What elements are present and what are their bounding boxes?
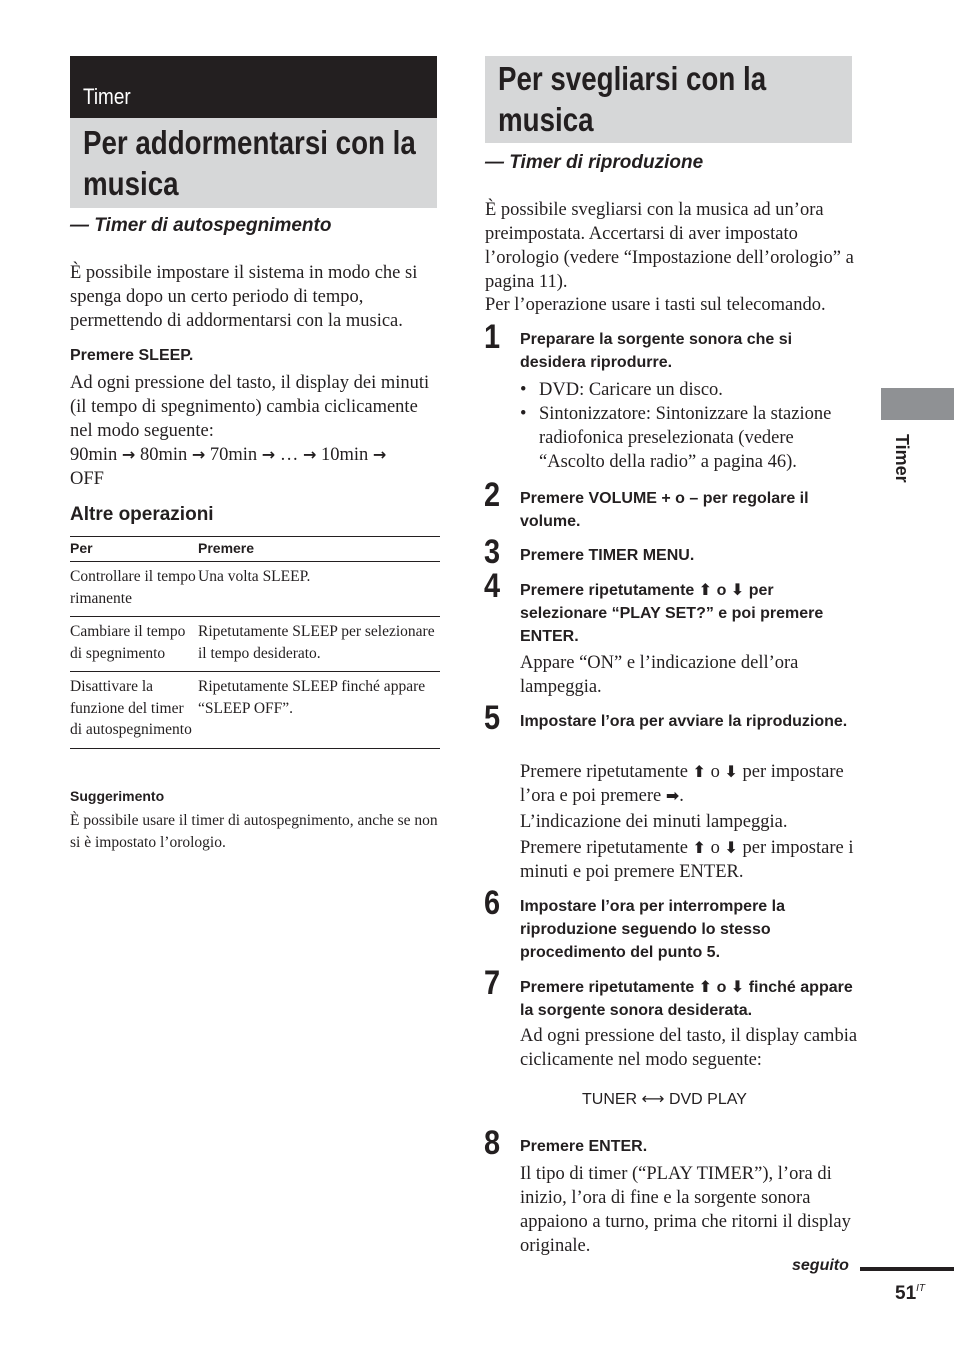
step-body — [520, 378, 860, 474]
arrow-right-icon: → — [302, 445, 317, 464]
arrow-down-icon: ⬇ — [730, 580, 745, 599]
arrow-left-right-icon: ⟷ — [641, 1089, 665, 1108]
step-number: 3 — [484, 533, 501, 571]
side-tab-bar — [881, 388, 954, 420]
table-cell: Ripetutamente SLEEP finché appare “SLEEP OFF”. — [198, 672, 440, 749]
right-intro: È possibile svegliarsi con la musica ad un’ora preimpostata. Accertarsi di aver impostato l’orologio (vedere “Impostazione dell’orologio” a pagina 11). — [485, 200, 854, 292]
step-number: 2 — [484, 476, 501, 514]
arrow-right-icon: → — [121, 445, 136, 464]
step-number: 6 — [484, 884, 501, 922]
step-body: Premere ripetutamente ⬆ o ⬇ per impostare l’ora e poi premere ➡. L’indicazione dei minuti lampeggia. Premere ripetutamente ⬆ o ⬇ per impostare i minuti e poi premere ENTER. — [520, 762, 854, 882]
table-cell: Disattivare la funzione del timer di autospegnimento — [70, 672, 198, 749]
arrow-right-icon: → — [372, 445, 387, 464]
step-title: Premere TIMER MENU. — [520, 547, 695, 564]
arrow-up-icon: ⬆ — [698, 580, 713, 599]
table-row — [70, 672, 440, 749]
sleep-sequence: 90min → 80min → 70min → … → 10min → OFF — [70, 445, 387, 489]
arrow-right-icon: ➡ — [665, 786, 680, 805]
step-title: Premere ripetutamente ⬆ o ⬇ finché appare la sorgente sonora desiderata. — [520, 977, 853, 1019]
table-row — [70, 617, 440, 672]
left-intro: È possibile impostare il sistema in modo che si spenga dopo un certo periodo di tempo, permettendo di addormentarsi con la musica. — [70, 263, 418, 331]
arrow-right-icon: → — [191, 445, 206, 464]
step-body: Appare “ON” e l’indicazione dell’ora lampeggia. — [520, 653, 799, 697]
list-item: • DVD: Caricare un disco. — [520, 378, 860, 402]
arrow-right-icon: → — [261, 445, 276, 464]
table-cell: Cambiare il tempo di spegnimento — [70, 617, 198, 672]
step-number: 4 — [484, 567, 501, 605]
right-title: Per svegliarsi con la musica — [498, 60, 767, 138]
right-subtitle: — Timer di riproduzione — [485, 152, 704, 173]
step-body: Ad ogni pressione del tasto, il display cambia ciclicamente nel modo seguente: — [520, 1026, 858, 1070]
section-header-bar — [70, 56, 437, 118]
page-number: $51^{IT}$ — [895, 1283, 926, 1304]
table-header: Premere — [198, 537, 440, 562]
step-title: Preparare la sorgente sonora che si desidera riprodurre. — [520, 331, 793, 371]
left-title: Per addormentarsi con la musica — [83, 124, 416, 202]
step-number: 5 — [484, 699, 501, 737]
table-cell: Una volta SLEEP. — [198, 562, 440, 617]
table-header: Per — [70, 537, 198, 562]
side-tab-label: Timer — [892, 434, 912, 483]
sleep-instruction-body: Ad ogni pressione del tasto, il display dei minuti (il tempo di spegnimento) cambia ciclicamente nel modo seguente: — [70, 373, 430, 441]
step-title: Impostare l’ora per interrompere la riproduzione seguendo lo stesso procedimento del punto 5. — [520, 898, 785, 961]
arrow-down-icon: ⬇ — [724, 838, 738, 857]
arrow-down-icon: ⬇ — [730, 977, 745, 996]
step-title: Premere ENTER. — [520, 1138, 648, 1155]
step-title: Impostare l’ora per avviare la riproduzione. — [520, 713, 848, 730]
list-item: • Sintonizzatore: Sintonizzare la stazione radiofonica preselezionata (vedere “Ascolto della radio” a pagina 46). — [520, 402, 860, 474]
step-body: Il tipo di timer (“PLAY TIMER”), l’ora di inizio, l’ora di fine e la sorgente sonora appaiono a turno, prima che ritorni il display originale. — [520, 1164, 851, 1256]
table-header-row — [70, 537, 440, 562]
step-title: Premere ripetutamente ⬆ o ⬇ per selezionare “PLAY SET?” e poi premere ENTER. — [520, 580, 824, 645]
table-cell: Controllare il tempo rimanente — [70, 562, 198, 617]
step-title: Premere VOLUME + o – per regolare il volume. — [520, 490, 809, 530]
tip-body: È possibile usare il timer di autospegnimento, anche se non si è impostato l’orologio. — [70, 812, 438, 851]
arrow-down-icon: ⬇ — [724, 762, 738, 781]
arrow-up-icon: ⬆ — [698, 977, 713, 996]
arrow-up-icon: ⬆ — [692, 838, 706, 857]
section-label: Timer — [83, 84, 131, 109]
step-number: 1 — [484, 318, 501, 356]
left-title-box — [70, 118, 437, 208]
table-row — [70, 562, 440, 617]
tip-heading: Suggerimento — [70, 788, 165, 804]
step-number: 8 — [484, 1124, 501, 1162]
other-operations-heading: Altre operazioni — [70, 504, 214, 525]
step-number: 7 — [484, 964, 501, 1002]
continued-label: seguito — [792, 1257, 849, 1274]
left-subtitle: — Timer di autospegnimento — [70, 215, 332, 236]
display-cycle: TUNER ⟷ DVD PLAY — [582, 1089, 747, 1108]
right-intro-2: Per l’operazione usare i tasti sul telecomando. — [485, 295, 826, 315]
right-title-box — [485, 56, 852, 143]
operations-table — [70, 536, 440, 749]
continued-rule — [860, 1267, 954, 1271]
sleep-instruction: Premere SLEEP. — [70, 347, 194, 364]
table-cell: Ripetutamente SLEEP per selezionare il tempo desiderato. — [198, 617, 440, 672]
arrow-up-icon: ⬆ — [692, 762, 706, 781]
